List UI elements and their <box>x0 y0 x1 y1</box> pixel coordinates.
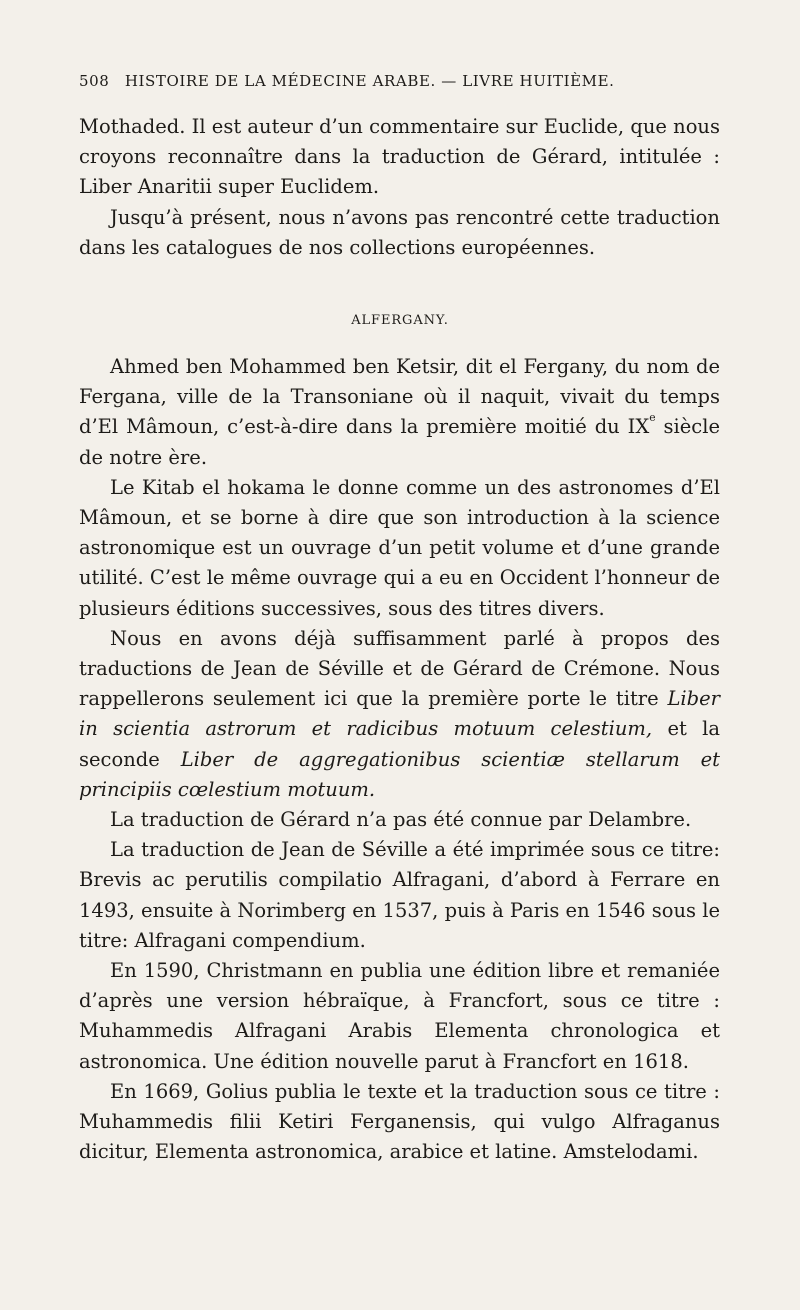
paragraph-golius: En 1669, Golius publia le texte et la traduction sous ce titre : Muhammedis filii Ketiri Ferganensis, qui vulgo Alfraganus dicitur, Elementa astronomica, arabice et latine. Amstelodami. <box>79 1079 720 1164</box>
paragraph-seville-printing: La traduction de Jean de Séville a été imprimée sous ce titre: Brevis ac perutilis compilatio Alfragani, d’abord à Ferrare en 1493, ensuite à Norimberg en 1537, puis à Paris en 1546 sous le titre: Alfragani compendium. <box>79 838 720 952</box>
section-title: ALFERGANY. <box>351 313 449 328</box>
running-title: HISTOIRE DE LA MÉDECINE ARABE. — LIVRE HUITIÈME. <box>124 72 615 90</box>
paragraph-kitab: Le Kitab el hokama le donne comme un des astronomes d’El Mâmoun, et se borne à dire que son introduction à la science astronomique est un ouvrage d’un petit volume et d’une grande utilité. C’est le même ouvrage qui a eu en Occident l’honneur de plusieurs éditions successives, sous des titres divers. <box>79 475 720 620</box>
paragraph-translations-middle: et la seconde <box>79 717 721 771</box>
latin-title-second: Liber de aggregationibus scientiæ stellarum et principiis cœlestium motuum. <box>79 747 720 801</box>
superscript: e <box>649 411 656 425</box>
page-number: 508 <box>79 72 110 90</box>
paragraph-mothaded: Mothaded. Il est auteur d’un commentaire sur Euclide, que nous croyons reconnaître dans la traduction de Gérard, intitulée : Liber Anaritii super Euclidem. <box>79 115 720 199</box>
paragraph-biography-end: siècle de notre ère. <box>79 415 720 469</box>
paragraph-biography <box>79 352 720 473</box>
page-header <box>79 72 729 90</box>
paragraph-translation-status: Jusqu’à présent, nous n’avons pas rencontré cette traduction dans les catalogues de nos collections européennes. <box>79 205 720 259</box>
latin-title-first: Liber in scientia astrorum et radicibus motuum celestium, <box>79 687 720 741</box>
opening-text-block <box>79 112 720 263</box>
paragraph-translations <box>79 624 720 805</box>
alfergany-text-block <box>79 352 720 1167</box>
paragraph-christmann: En 1590, Christmann en publia une édition libre et remaniée d’après une version hébraïque, à Francfort, sous ce titre : Muhammedis Alfragani Arabis Elementa chronologica et astronomica. Une édition nouvelle parut à Francfort en 1618. <box>79 959 720 1073</box>
paragraph-delambre: La traduction de Gérard n’a pas été connue par Delambre. <box>110 808 692 832</box>
paragraph-translations-intro: Nous en avons déjà suffisamment parlé à propos des traductions de Jean de Séville et de Gérard de Crémone. Nous rappellerons seulement ici que la première porte le titre <box>79 626 720 711</box>
paragraph-biography-main: Ahmed ben Mohammed ben Ketsir, dit el Fergany, du nom de Fergana, ville de la Transoniane où il naquit, vivait du temps d’El Mâmoun, c’est-à-dire dans la première moitié du IX <box>79 355 720 439</box>
